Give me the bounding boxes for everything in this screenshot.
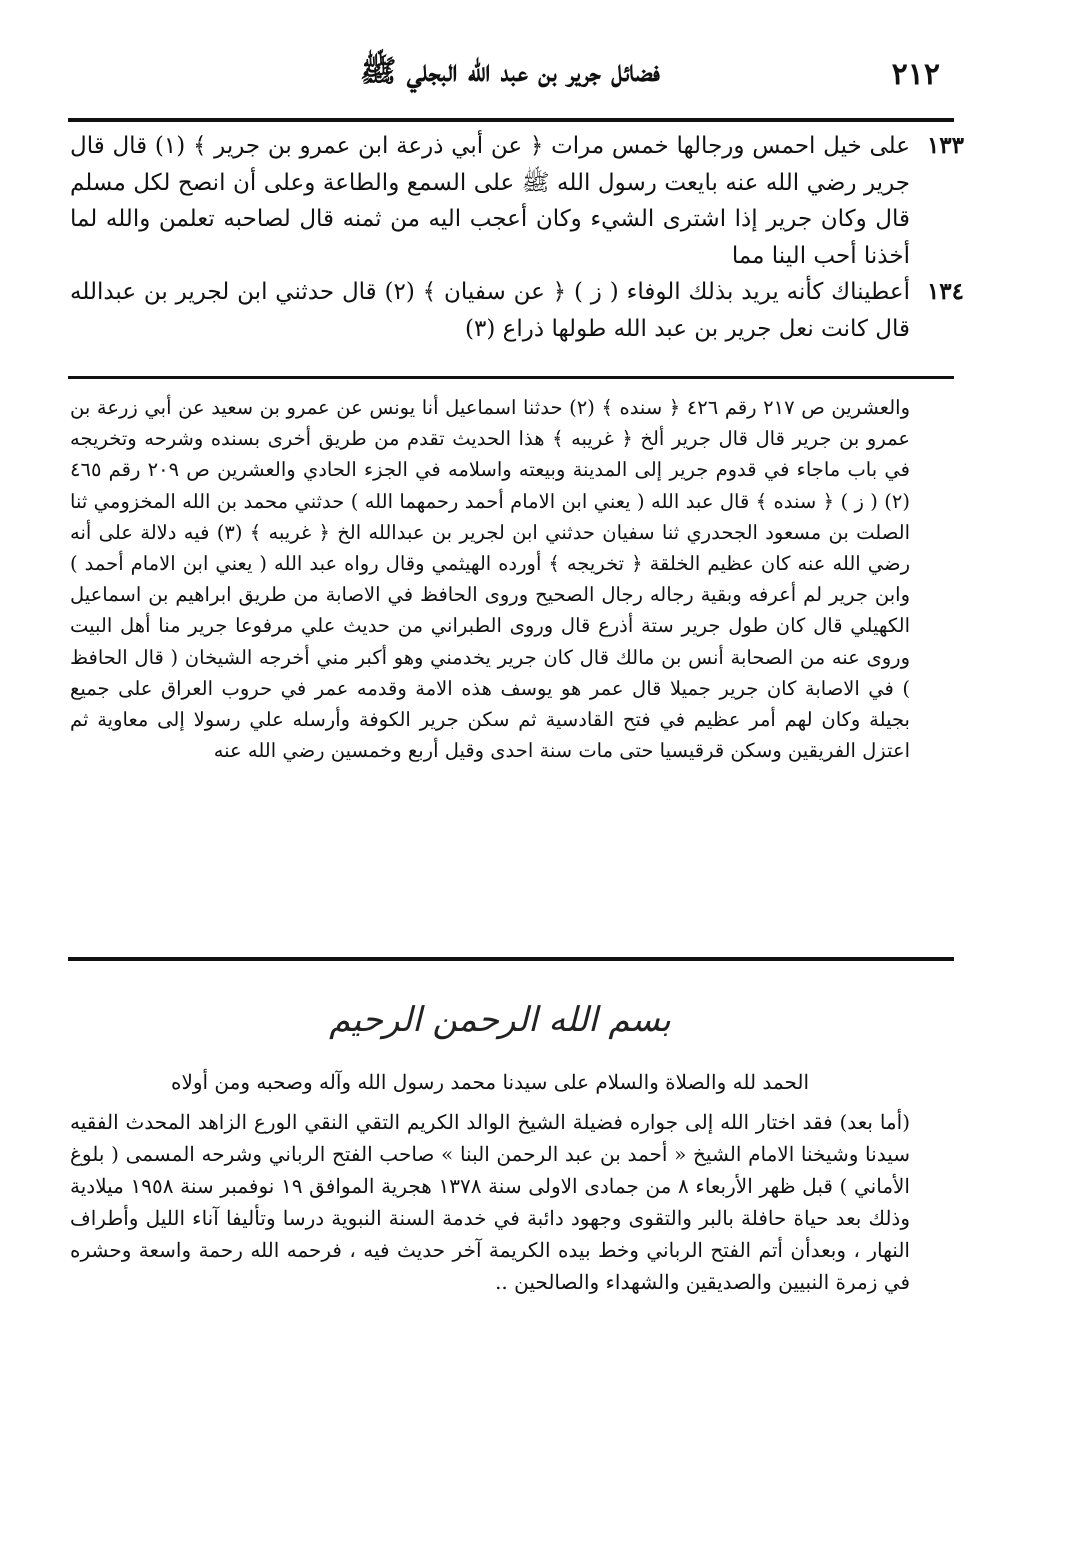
eulogy-opening: الحمد لله والصلاة والسلام على سيدنا محمد رسول الله وآله وصحبه ومن أولاه <box>170 1070 810 1094</box>
page-header <box>70 42 950 106</box>
footnotes <box>70 392 910 766</box>
basmala-calligraphy: بسم الله الرحمن الرحيم <box>329 1000 671 1040</box>
hadith-text: أعطيناك كأنه يريد بذلك الوفاء ( ز ) ﴿ عن سفيان ﴾ (٢) قال حدثني ابن لجرير بن عبدالله قال كانت نعل جرير بن عبد الله طولها ذراع (٣) <box>70 279 910 342</box>
hadith-text: على خيل احمس ورجالها خمس مرات ﴿ عن أبي ذرعة ابن عمرو بن جرير ﴾ (١) قال قال جرير رضي الله عنه بايعت رسول الله ﷺ على السمع والطاعة وعلى أن انصح لكل مسلم قال وكان جرير إذا اشترى الشيء وكان أعجب اليه من ثمنه قال لصاحبه تعلمن والله لما أخذنا أحب الينا مما <box>70 133 910 269</box>
section-rule <box>68 957 954 961</box>
page-number: ٢١٢ <box>891 56 940 92</box>
hadith-section <box>70 128 964 347</box>
eulogy-body: (أما بعد) فقد اختار الله إلى جواره فضيلة الشيخ الوالد الكريم التقي النقي الورع الزاهد المحدث الفقيه سيدنا وشيخنا الامام الشيخ « أحمد بن عبد الرحمن البنا » صاحب الفتح الرباني وشرحه المسمى ( بلوغ الأماني ) قبل ظهر الأربعاء ٨ من جمادى الاولى سنة ١٣٧٨ هجرية الموافق ١٩ نوفمبر سنة ١٩٥٨ ميلادية وذلك بعد حياة حافلة بالبر والتقوى وجهود دائبة في خدمة السنة النبوية درسا وتأليفا آناء الليل وأطراف النهار ، وبعدأن أتم الفتح الرباني وخط بيده الكريمة آخر حديث فيه ، فرحمه الله رحمة واسعة وحشره في زمرة النبيين والصديقين والشهداء والصالحين .. <box>70 1110 910 1294</box>
footnote-rule <box>68 376 954 379</box>
hadith-133 <box>70 128 964 274</box>
footnote-text: والعشرين ص ٢١٧ رقم ٤٢٦ ﴿ سنده ﴾ (٢) حدثنا اسماعيل أنا يونس عن عمرو بن سعيد عن أبي زرعة بن عمرو بن جرير قال قال جرير ألخ ﴿ غريبه ﴾ هذا الحديث تقدم من طريق أخرى بسنده وشرحه وتخريجه في باب ماجاء في قدوم جرير إلى المدينة وبيعته واسلامه في الجزء الحادي والعشرين ص ٢٠٩ رقم ٤٦٥ (٢) ( ز ) ﴿ سنده ﴾ قال عبد الله ( يعني ابن الامام أحمد رحمهما الله ) حدثني محمد بن الله المخزومي ثنا الصلت بن مسعود الجحدري ثنا سفيان حدثني ابن لجرير بن عبدالله الخ ﴿ غريبه ﴾ (٣) فيه دلالة على أنه رضي الله عنه كان عظيم الخلقة ﴿ تخريجه ﴾ أورده الهيثمي وقال رواه عبد الله ( يعني ابن الامام أحمد ) وابن جرير لم أعرفه وبقية رجاله رجال الصحيح وروى الحافظ في الاصابة من طريق ابراهيم بن اسماعيل الكهيلي قال كان طول جرير ستة أذرع قال وروى الطبراني من حديث علي مرفوعا جرير منا أهل البيت وروى عنه من الصحابة أنس بن مالك قال كان جرير يخدمني وهو أكبر مني أخرجه الشيخان ( قال الحافظ ) في الاصابة كان جرير جميلا قال عمر هو يوسف هذه الامة وقدمه عمر في حروب العراق على جميع بجيلة وكان لهم أمر عظيم في فتح القادسية ثم سكن جرير الكوفة وأرسله علي رسولا إلى معاوية ثم اعتزل الفريقين وسكن قرقيسيا حتى مات سنة احدى وقيل أربع وخمسين رضي الله عنه <box>70 396 910 763</box>
header-rule <box>68 118 954 122</box>
running-title: فضائل جرير بن عبد الله البجلي ﷺ <box>360 53 660 89</box>
hadith-number: ١٣٤ <box>926 278 964 305</box>
eulogy-section <box>70 1066 910 1298</box>
hadith-134 <box>70 274 964 347</box>
hadith-number: ١٣٣ <box>926 132 964 159</box>
